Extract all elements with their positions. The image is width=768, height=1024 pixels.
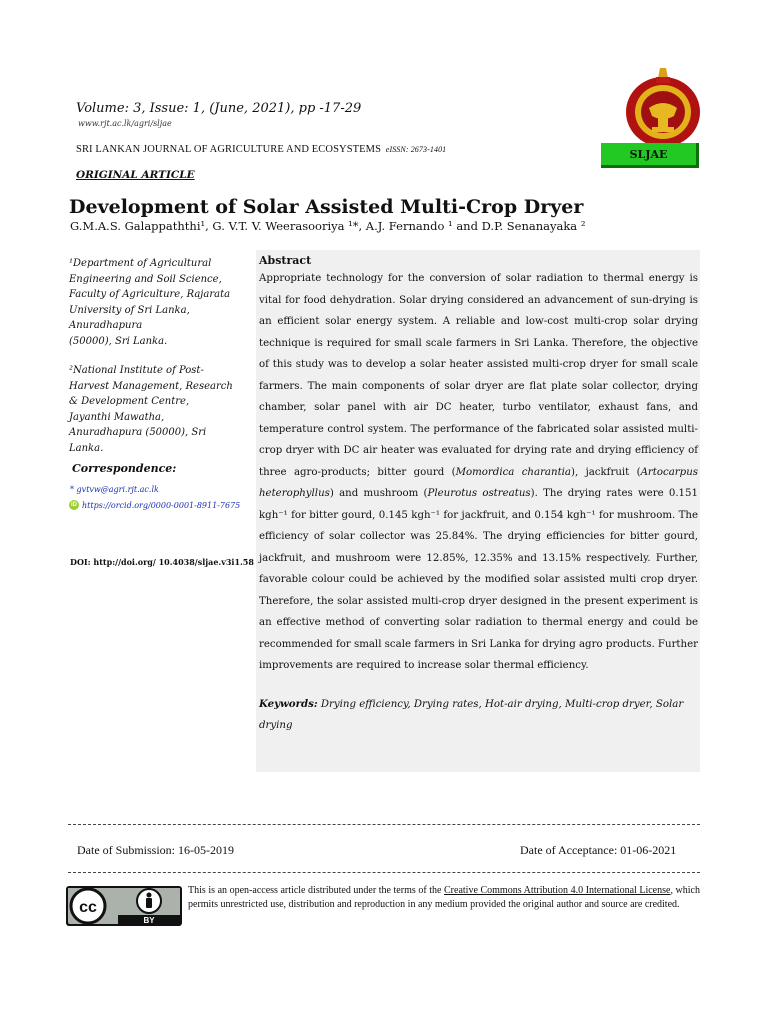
affiliation-line: Engineering and Soil Science, bbox=[69, 273, 222, 285]
scientific-name: Pleurotus ostreatus bbox=[427, 488, 531, 499]
doi[interactable]: DOI: http://doi.org/ 10.4038/sljae.v3i1.58 bbox=[70, 557, 254, 567]
scientific-name: Momordica charantia bbox=[455, 466, 571, 478]
cc-by-license-icon[interactable] bbox=[66, 886, 182, 926]
affiliation-line: & Development Centre, bbox=[69, 396, 190, 407]
divider bbox=[68, 872, 700, 873]
affiliation-line: Lanka. bbox=[69, 442, 104, 454]
authors: G.M.A.S. Galappaththi¹, G. V.T. V. Weerasooriya ¹*, A.J. Fernando ¹ and D.P. Senanayaka ² bbox=[70, 219, 586, 233]
acceptance-date: Date of Acceptance: 01-06-2021 bbox=[520, 843, 677, 857]
journal-name bbox=[76, 144, 446, 155]
by-text: BY bbox=[143, 916, 155, 925]
issn: eISSN: 2673-1401 bbox=[385, 145, 447, 154]
keywords-label: Keywords: bbox=[259, 697, 318, 710]
abstract-heading: Abstract bbox=[259, 254, 312, 267]
affiliation-line: Jayanthi Mawatha, bbox=[69, 411, 165, 423]
volume-info: Volume: 3, Issue: 1, (June, 2021), pp -17-29 bbox=[76, 101, 362, 116]
correspondence-email[interactable]: * gvtvw@agri.rjt.ac.lk bbox=[70, 485, 159, 494]
correspondence-heading: Correspondence: bbox=[72, 462, 177, 475]
affiliation-line: University of Sri Lanka, bbox=[69, 304, 190, 316]
abstract-part: ). The drying rates were 0.151 kgh⁻¹ for bitter gourd, 0.145 kgh⁻¹ for jackfruit, and 0.154 kgh⁻¹ for mushroom. The efficiency of solar collector was 25.84%. The drying efficiencies for bitter gourd, jackfruit, and mushroom were 12.85%, 12.35% and 13.15% respectively. Further, favorable colour could be achieved by the modified solar assisted multi crop dryer. Therefore, the solar assisted multi-crop dryer designed in the present experiment is an effective method of converting solar radiation to thermal energy and could be recommended for small scale farmers in Sri Lanka for drying agro products. Further improvements are required to increase solar thermal efficiency. bbox=[259, 488, 698, 671]
affiliation-line: Anuradhapura (50000), Sri bbox=[69, 427, 207, 438]
affiliation-line: ¹Department of Agricultural bbox=[69, 258, 212, 269]
license-part: This is an open-access article distributed under the terms of the bbox=[188, 885, 445, 896]
abstract-part: ), jackfruit ( bbox=[571, 466, 641, 478]
license-part: , which permits unrestricted use, distribution and reproduction in any medium provided the original author and source are credited. bbox=[188, 885, 700, 910]
submission-date: Date of Submission: 16-05-2019 bbox=[77, 843, 234, 857]
license-text bbox=[188, 884, 700, 911]
abstract-part: ) and mushroom ( bbox=[329, 488, 428, 499]
scientific-name: Artocarpus heterophyllus bbox=[259, 466, 698, 499]
journal-badge: SLJAE bbox=[601, 143, 699, 168]
affiliation-line: Harvest Management, Research bbox=[69, 380, 233, 392]
orcid-url[interactable]: https://orcid.org/0000-0001-8911-7675 bbox=[82, 500, 241, 510]
paper-title: Development of Solar Assisted Multi-Crop Dryer bbox=[69, 196, 584, 218]
divider bbox=[68, 824, 700, 825]
abstract-part: Appropriate technology for the conversion of solar radiation to thermal energy is vital for food dehydration. Solar drying considered an advancement of sun-drying is an efficient solar energy system. A reliable and low-cost multi-crop solar drying technique is required for small scale farmers in Sri Lanka. Therefore, the objective of this study was to develop a solar heater assisted multi-crop dryer for small scale farmers. The main components of solar dryer are flat plate solar collector, drying chamber, solar panel with air DC heater, turbo ventilator, exhaust fans, and temperature control system. The performance of the fabricated solar assisted multi-crop dryer with DC air heater was evaluated for drying rate and drying efficiency of three agro-products; bitter gourd ( bbox=[259, 273, 698, 478]
email-link[interactable]: gvtvw@agri.rjt.ac.lk bbox=[76, 485, 159, 494]
abstract-text bbox=[259, 268, 698, 677]
license-link[interactable]: Creative Commons Attribution 4.0 International License bbox=[444, 885, 671, 896]
abstract-box bbox=[256, 250, 700, 772]
cc-text: cc bbox=[79, 899, 97, 916]
orcid-link[interactable] bbox=[69, 500, 240, 510]
journal-title: SRI LANKAN JOURNAL OF AGRICULTURE AND ECOSYSTEMS bbox=[76, 144, 382, 155]
article-type: ORIGINAL ARTICLE bbox=[76, 169, 195, 181]
keywords-text: Drying efficiency, Drying rates, Hot-air drying, Multi-crop dryer, Solar drying bbox=[259, 698, 684, 731]
affiliation-1 bbox=[69, 256, 249, 349]
affiliation-2 bbox=[69, 363, 249, 456]
affiliation-line: (50000), Sri Lanka. bbox=[69, 335, 168, 347]
orcid-icon: iD bbox=[71, 502, 77, 508]
journal-emblem bbox=[622, 64, 704, 148]
affiliation-line: Faculty of Agriculture, Rajarata bbox=[69, 289, 231, 300]
keywords bbox=[259, 694, 698, 737]
affiliation-line: Anuradhapura bbox=[69, 320, 143, 331]
journal-url[interactable]: www.rjt.ac.lk/agri/sljae bbox=[78, 119, 172, 128]
affiliation-line: ²National Institute of Post- bbox=[69, 365, 204, 376]
